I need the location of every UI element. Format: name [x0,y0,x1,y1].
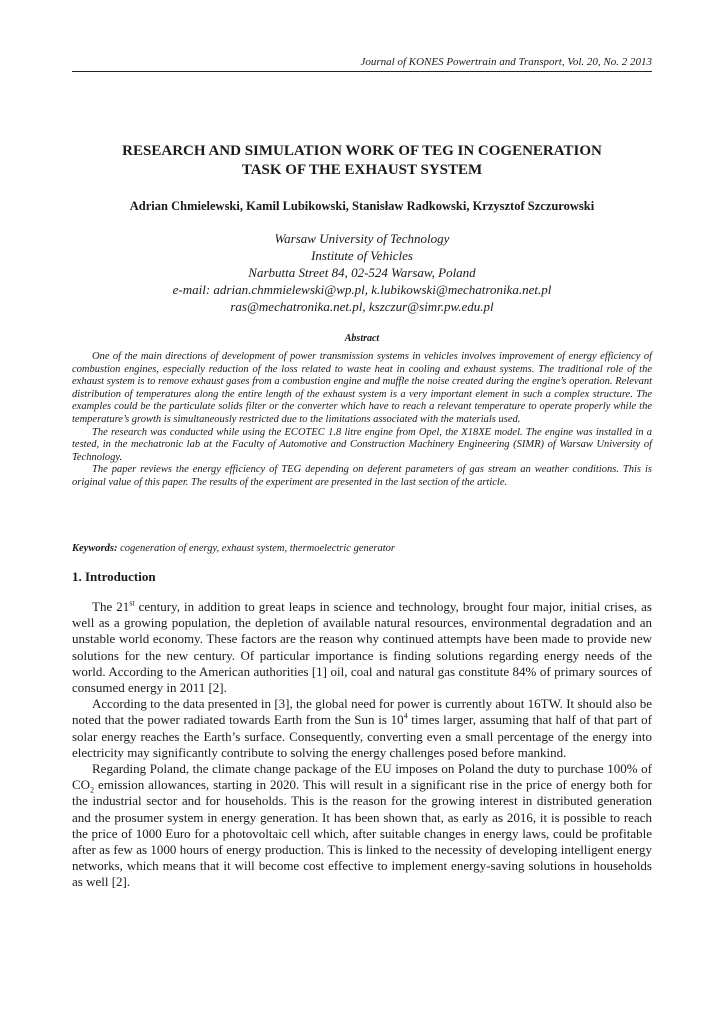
university: Warsaw University of Technology [274,231,450,246]
body-paragraph [72,761,652,891]
header-rule [72,71,652,72]
institute: Institute of Vehicles [311,248,413,263]
authors: Adrian Chmielewski, Kamil Lubikowski, Stanisław Radkowski, Krzysztof Szczurowski [129,199,595,213]
paper-title [72,142,652,180]
text-run: times larger, assuming that half of that part of solar energy reaches the Earth’s surface. Consequently, converting even a small percentage of the energy into electricity may significantly contribute to solving the energy challenges posed before mankind. [72,712,652,760]
keywords [72,543,652,554]
abstract-paragraph: The research was conducted while using the ECOTEC 1.8 litre engine from Opel, the X18XE model. The engine was installed in a tested, in the mechatronic lab at the Faculty of Automotive and Construction Machinery Engineering (SIMR) of Warsaw University of Technology. [72,426,652,463]
abstract-heading: Abstract [344,333,380,344]
text-run: The 21 [92,599,130,614]
superscript: st [129,598,135,608]
text-run: According to the data presented in [3], the global need for power is currently about 16TW. It should also be noted that the power radiated towards Earth from the Sun is 10 [72,696,652,728]
text-run: Regarding Poland, the climate change package of the EU imposes on Poland the duty to purchase 100% of CO [72,761,652,793]
title-line-1: RESEARCH AND SIMULATION WORK OF TEG IN COGENERATION [122,143,602,159]
body-paragraph [72,696,652,761]
body-paragraph [72,599,652,696]
text-run: emission allowances, starting in 2020. This will result in a significant rise in the price of energy both for the industrial sector and for households. This is the reason for the growing interest in distributed generation and the prosumer system in energy generation. It has been shown that, as early as 2016, it is possible to reach the price of 1000 Euro for a photovoltaic cell which, after suitable changes in energy laws, could be profitable after as few as 1000 hours of energy production. This is linked to the necessity of developing intelligent energy networks, which means that it will become cost effective to implement energy-saving solutions in households as well [2]. [72,777,652,890]
abstract-paragraph: One of the main directions of development of power transmission systems in vehicles involves improvement of energy efficiency of combustion engines, especially reduction of the loss related to waste heat in cooling and exhaust systems. The traditional role of the exhaust system is to remove exhaust gases from a combustion engine and muffle the noise created during the engine’s operation. Relevant distribution of temperatures along the entire length of the exhaust system is a very important element in such a complex structure. The examples could be the particulate solids filter or the converter which have to reach a relevant temperature to operate properly while the temperature’s growth is simultaneously restricted due to the limitations associated with the materials used. [72,351,652,425]
abstract-paragraph: The paper reviews the energy efficiency of TEG depending on deferent parameters of gas stream an weather conditions. This is original value of this paper. The results of the experiment are presented in the last section of the article. [72,464,652,488]
section-body [72,599,652,891]
section-heading: 1. Introduction [72,569,156,584]
abstract [72,351,652,490]
text-run: century, in addition to great leaps in science and technology, brought four major, initial crises, as well as a growing population, the depletion of available natural resources, environmental degradation and an unstable world economy. These factors are the reason why continued attempts have been made to provide new solutions for the new century. Of particular importance is finding solutions regarding energy needs of the world. According to the American authorities [1] oil, coal and natural gas constitute 84% of primary sources of consumed energy in 2011 [2]. [72,599,652,696]
title-line-2: TASK OF THE EXHAUST SYSTEM [241,162,483,178]
address: Narbutta Street 84, 02-524 Warsaw, Poland [248,265,476,280]
email-line-2: ras@mechatronika.net.pl, kszczur@simr.pw.edu.pl [230,299,494,314]
superscript: 4 [403,712,408,722]
keywords-text: cogeneration of energy, exhaust system, thermoelectric generator [117,543,395,554]
email-line-1: e-mail: adrian.chmmielewski@wp.pl, k.lubikowski@mechatronika.net.pl [172,282,552,297]
affiliation [72,230,652,315]
keywords-label: Keywords: [72,543,118,554]
journal-header: Journal of KONES Powertrain and Transport, Vol. 20, No. 2 2013 [360,56,652,68]
subscript: 2 [90,785,95,795]
